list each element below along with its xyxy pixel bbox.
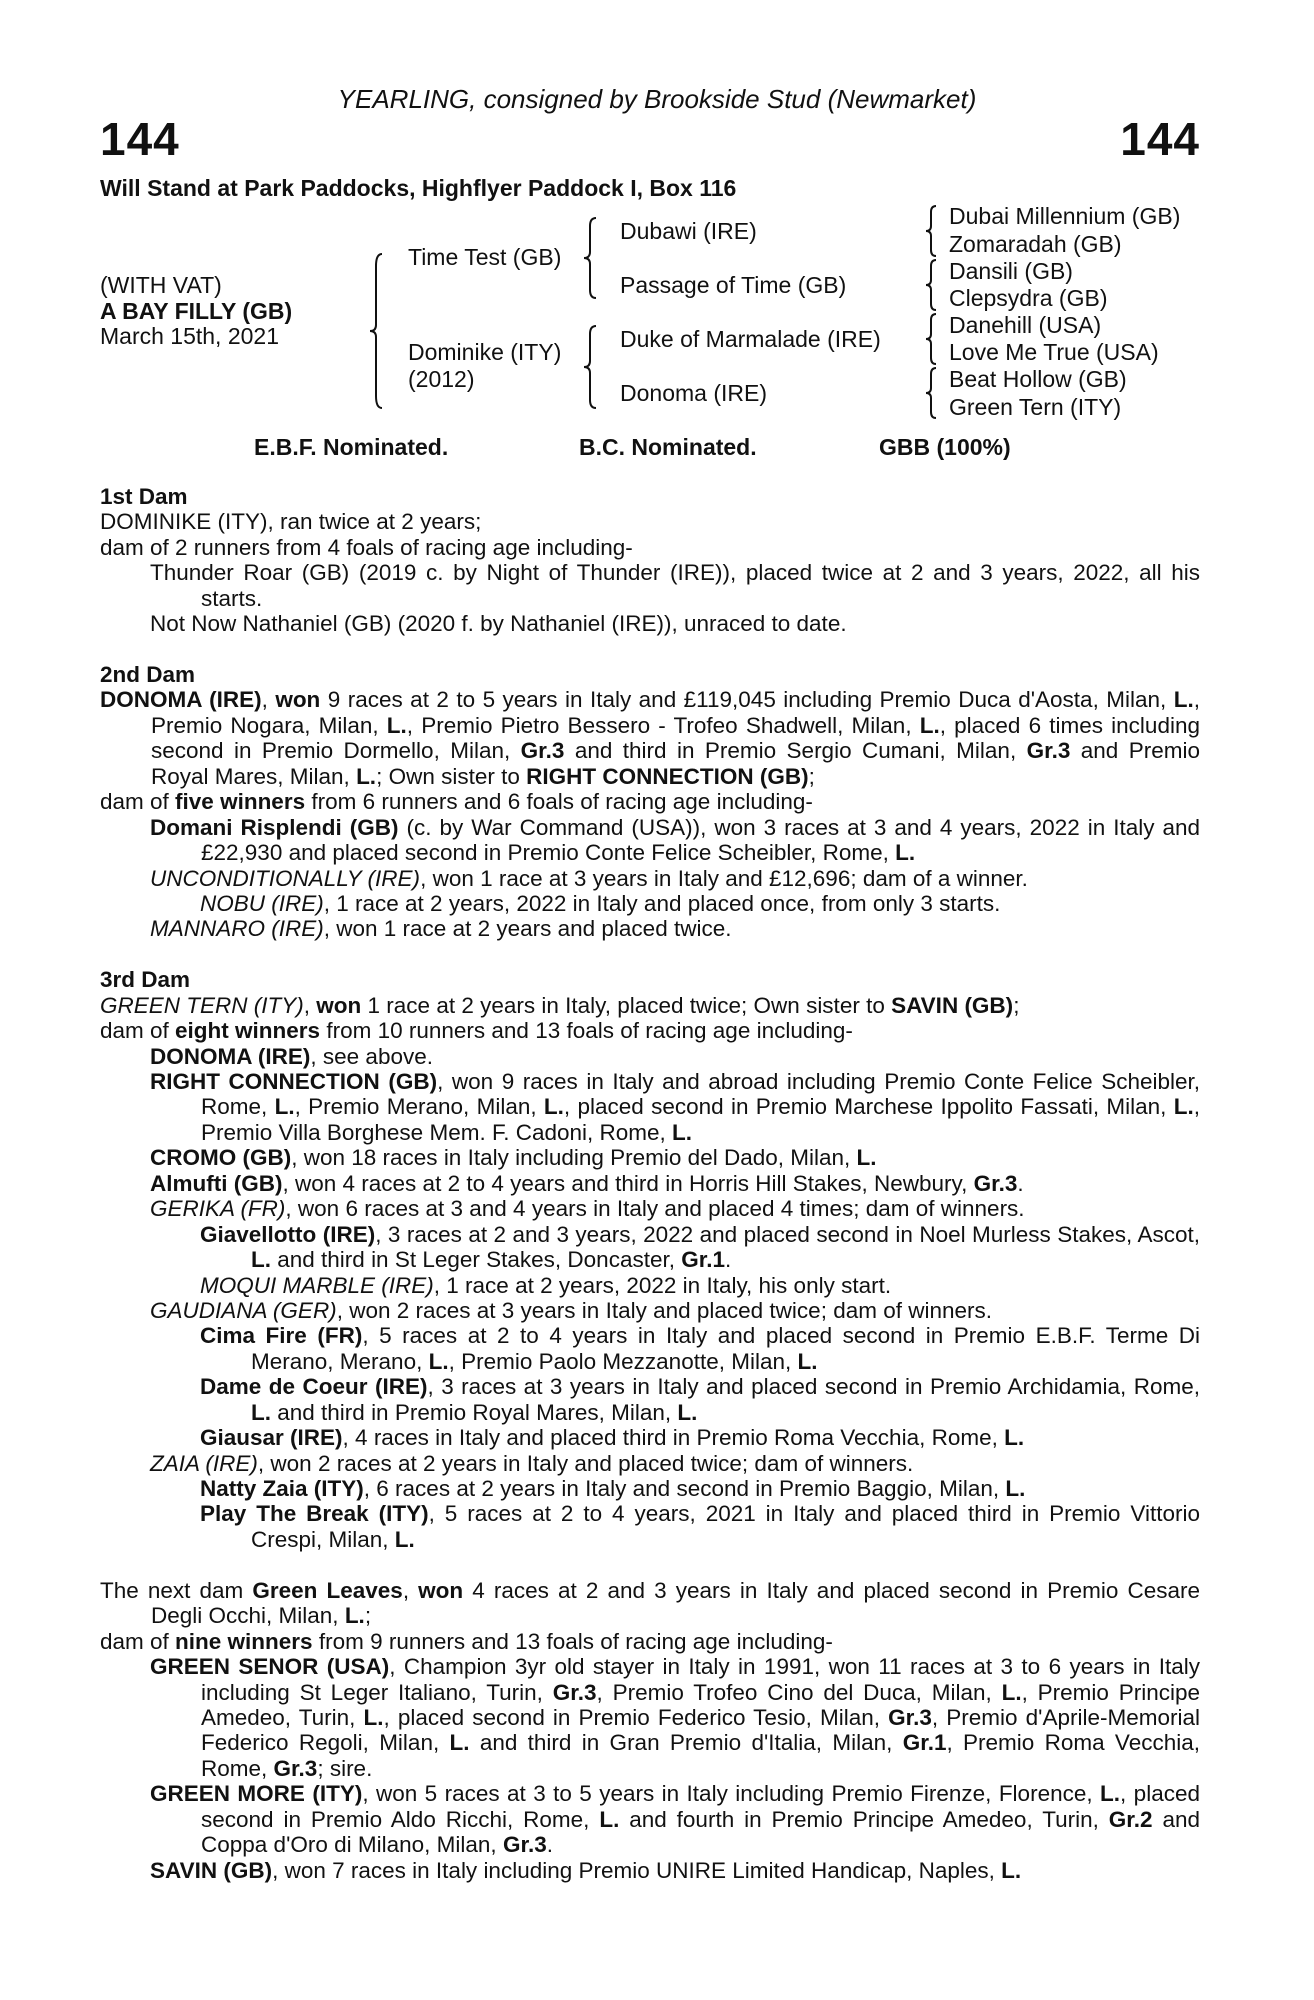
- spacer: [100, 1552, 1200, 1577]
- bold-text: L.: [677, 1399, 698, 1425]
- gen3-ancestor: Love Me True (USA): [949, 339, 1159, 365]
- text: and Coppa d'Oro di Milano, Milan,: [201, 1806, 1201, 1858]
- progeny-entry: [100, 1273, 1200, 1298]
- bold-text: L.: [1173, 1094, 1194, 1120]
- brace-icon: [370, 254, 382, 408]
- text: ; sire.: [317, 1755, 373, 1781]
- catalogue-header: YEARLING, consigned by Brookside Stud (Newmarket): [337, 84, 977, 114]
- progeny-entry: [100, 1044, 1200, 1069]
- progeny-entry: [100, 1069, 1200, 1145]
- text: , won 2 races at 2 years in Italy and placed twice; dam of winners.: [257, 1450, 914, 1476]
- brace-icon: [584, 218, 596, 298]
- progeny-entry: [100, 1298, 1200, 1323]
- gen3-ancestor: Beat Hollow (GB): [949, 366, 1127, 392]
- text: , Premio Principe Amedeo, Turin,: [201, 1679, 1200, 1730]
- italic-text: UNCONDITIONALLY (IRE): [150, 865, 421, 891]
- progeny-entry: [100, 1196, 1200, 1221]
- text: .: [1017, 1170, 1024, 1196]
- text: Not Now Nathaniel (GB) (2020 f. by Nathaniel (IRE)), unraced to date.: [150, 611, 847, 637]
- text: , Premio d'Aprile-Memorial Federico Regoli, Milan,: [201, 1704, 1200, 1756]
- text: dam of: [100, 789, 176, 815]
- text: dam of: [100, 1018, 176, 1044]
- sire-sire: Dubawi (IRE): [620, 218, 757, 244]
- dam-paragraph: [100, 509, 1200, 534]
- text: , won 9 races in Italy and abroad including Premio Conte Felice Scheibler, Rome,: [201, 1069, 1201, 1120]
- bold-text: GREEN MORE (ITY): [150, 1781, 363, 1807]
- italic-text: ZAIA (IRE): [150, 1450, 258, 1476]
- dam-paragraph: [100, 1578, 1200, 1629]
- gen3-ancestor: Dubai Millennium (GB): [949, 203, 1181, 229]
- text: DOMINIKE (ITY), ran twice at 2 years;: [100, 509, 482, 535]
- text: dam of 2 runners from 4 foals of racing age including-: [100, 534, 633, 560]
- gen3-ancestor: Clepsydra (GB): [949, 285, 1108, 311]
- brace-icon: [926, 314, 936, 364]
- bold-text: Play The Break (ITY): [200, 1501, 429, 1527]
- text: , won 5 races at 3 to 5 years in Italy including Premio Firenze, Florence,: [362, 1781, 1101, 1807]
- dam-year: (2012): [408, 366, 475, 392]
- text: and third in Premio Royal Mares, Milan,: [271, 1399, 678, 1425]
- progeny-entry: [100, 1425, 1200, 1450]
- bold-text: L.: [599, 1806, 620, 1832]
- dam-sire: Duke of Marmalade (IRE): [620, 326, 881, 352]
- dam-paragraph: [100, 993, 1200, 1018]
- text: from 10 runners and 13 foals of racing age including-: [320, 1018, 853, 1044]
- lot-number-left: 144: [100, 113, 180, 165]
- bold-text: L.: [394, 1526, 415, 1552]
- bold-text: won: [275, 687, 321, 713]
- text: from 6 runners and 6 foals of racing age including-: [305, 789, 813, 815]
- text: ; Own sister to: [376, 763, 527, 789]
- text: and fourth in Premio Principe Amedeo, Turin,: [619, 1806, 1109, 1832]
- progeny-entry: [100, 916, 1200, 941]
- bold-text: L.: [895, 840, 916, 866]
- bold-text: L.: [274, 1094, 295, 1120]
- progeny-entry: [100, 1858, 1200, 1883]
- ebf-nomination: E.B.F. Nominated.: [254, 434, 449, 460]
- text: ;: [1013, 992, 1020, 1018]
- brace-icon: [926, 206, 936, 256]
- text: from 9 runners and 13 foals of racing age including-: [312, 1628, 833, 1654]
- bold-text: Gr.1: [902, 1730, 947, 1756]
- bold-text: L.: [356, 763, 377, 789]
- progeny-entry: [100, 1323, 1200, 1374]
- sire-dam: Passage of Time (GB): [620, 272, 847, 298]
- progeny-entry: [100, 1451, 1200, 1476]
- bold-text: Almufti (GB): [150, 1170, 283, 1196]
- bold-text: won: [418, 1577, 464, 1603]
- bold-text: L.: [797, 1348, 818, 1374]
- text: (c. by War Command (USA)), won 3 races at 3 and 4 years, 2022 in Italy and £22,930 and placed second in Premio Conte Felice Scheibler, Rome,: [201, 814, 1200, 866]
- text: and third in Gran Premio d'Italia, Milan,: [469, 1730, 903, 1756]
- bold-text: Gr.3: [502, 1832, 547, 1858]
- bold-text: L.: [344, 1603, 365, 1629]
- text: , placed 6 times including second in Premio Dormello, Milan,: [151, 712, 1200, 764]
- progeny-entry: [100, 866, 1200, 891]
- progeny-entry: [100, 560, 1200, 611]
- progeny-entry: [100, 891, 1200, 916]
- progeny-entry: [100, 1781, 1200, 1857]
- text: , won 2 races at 3 years in Italy and placed twice; dam of winners.: [336, 1297, 993, 1323]
- italic-text: NOBU (IRE): [200, 890, 324, 916]
- gen3-ancestor: Zomaradah (GB): [949, 231, 1122, 257]
- bold-text: DONOMA (IRE): [100, 687, 262, 713]
- bold-text: Gr.3: [888, 1704, 932, 1730]
- bold-text: RIGHT CONNECTION (GB): [526, 763, 809, 789]
- text: , Premio Nogara, Milan,: [151, 687, 1200, 738]
- text: , placed second in Premio Aldo Ricchi, Rome,: [201, 1781, 1200, 1832]
- text: , placed second in Premio Marchese Ippolito Fassati, Milan,: [563, 1094, 1174, 1120]
- bold-text: Gr.3: [520, 738, 565, 764]
- progeny-entry: [100, 1476, 1200, 1501]
- progeny-entry: [100, 1501, 1200, 1552]
- text: , Champion 3yr old stayer in Italy in 1991, won 11 races at 3 to 6 years in Italy including St Leger Italiano, Turin,: [201, 1654, 1200, 1705]
- bold-text: Gr.2: [1108, 1806, 1153, 1832]
- spacer: [100, 942, 1200, 967]
- bold-text: Gr.3: [1026, 738, 1071, 764]
- italic-text: MANNARO (IRE): [150, 916, 324, 942]
- section-heading: 1st Dam: [100, 484, 188, 509]
- dam-paragraph: [100, 535, 1200, 560]
- bold-text: L.: [1001, 1679, 1022, 1705]
- text: and third in St Leger Stakes, Doncaster,: [271, 1247, 682, 1273]
- bold-text: eight winners: [175, 1018, 321, 1044]
- bold-text: L.: [919, 712, 940, 738]
- progeny-entry: [100, 611, 1200, 636]
- progeny-entry: [100, 1145, 1200, 1170]
- stand-location: Will Stand at Park Paddocks, Highflyer Paddock I, Box 116: [100, 175, 737, 201]
- text: , Premio Roma Vecchia, Rome,: [201, 1730, 1200, 1781]
- bold-text: Gr.1: [681, 1247, 726, 1273]
- text: , won 18 races in Italy including Premio del Dado, Milan,: [291, 1145, 857, 1171]
- text: , Premio Trofeo Cino del Duca, Milan,: [596, 1679, 1002, 1705]
- dam-paragraph: [100, 687, 1200, 789]
- text: , Premio Merano, Milan,: [294, 1094, 544, 1120]
- bold-text: Giavellotto (IRE): [200, 1221, 376, 1247]
- bold-text: Dame de Coeur (IRE): [200, 1374, 428, 1400]
- text: , 5 races at 2 to 4 years in Italy and placed second in Premio E.B.F. Terme Di Merano, Merano,: [251, 1323, 1200, 1374]
- bold-text: L.: [1173, 687, 1194, 713]
- italic-text: GAUDIANA (GER): [150, 1297, 337, 1323]
- text: , won 1 race at 3 years in Italy and £12,696; dam of a winner.: [420, 865, 1028, 891]
- bold-text: L.: [386, 712, 407, 738]
- bold-text: Domani Risplendi (GB): [150, 814, 399, 840]
- italic-text: GERIKA (FR): [150, 1196, 286, 1222]
- bold-text: L.: [672, 1119, 693, 1145]
- progeny-entry: [100, 1222, 1200, 1273]
- bold-text: Natty Zaia (ITY): [200, 1476, 364, 1502]
- progeny-entry: [100, 1654, 1200, 1781]
- dam-paragraph: [100, 1629, 1200, 1654]
- dam-dam: Donoma (IRE): [620, 380, 767, 406]
- text: , Premio Villa Borghese Mem. F. Cadoni, Rome,: [201, 1094, 1200, 1145]
- bold-text: DONOMA (IRE): [150, 1043, 311, 1069]
- text: The next dam: [100, 1577, 253, 1603]
- text: , 4 races in Italy and placed third in Premio Roma Vecchia, Rome,: [342, 1425, 1005, 1451]
- gbb-status: GBB (100%): [879, 434, 1011, 460]
- bold-text: CROMO (GB): [150, 1145, 292, 1171]
- bold-text: RIGHT CONNECTION (GB): [150, 1069, 438, 1095]
- vat-note: (WITH VAT): [100, 272, 222, 298]
- produce-record: [100, 484, 1200, 1883]
- text: , placed second in Premio Federico Tesio, Milan,: [383, 1704, 889, 1730]
- text: ,: [402, 1577, 419, 1603]
- bold-text: L.: [1100, 1781, 1121, 1807]
- text: , see above.: [310, 1043, 433, 1069]
- text: .: [546, 1832, 553, 1858]
- foaling-date: March 15th, 2021: [100, 323, 280, 349]
- bold-text: won: [316, 992, 362, 1018]
- dam-paragraph: [100, 789, 1200, 814]
- bold-text: SAVIN (GB): [150, 1857, 273, 1883]
- spacer: [100, 637, 1200, 662]
- gen3-ancestor: Dansili (GB): [949, 258, 1073, 284]
- bold-text: L.: [1001, 1857, 1022, 1883]
- text: 9 races at 2 to 5 years in Italy and £119,045 including Premio Duca d'Aosta, Milan,: [320, 687, 1174, 713]
- text: 1 race at 2 years in Italy, placed twice; Own sister to: [361, 992, 892, 1018]
- bold-text: L.: [428, 1348, 449, 1374]
- bold-text: L.: [251, 1399, 271, 1425]
- bold-text: Cima Fire (FR): [200, 1323, 363, 1349]
- brace-icon: [584, 326, 596, 408]
- text: ;: [364, 1603, 372, 1629]
- section-heading: 3rd Dam: [100, 967, 191, 993]
- bold-text: nine winners: [175, 1628, 313, 1654]
- brace-icon: [926, 260, 936, 310]
- bold-text: Giausar (IRE): [200, 1425, 343, 1451]
- brace-icon: [926, 368, 936, 418]
- text: , 3 races at 3 years in Italy and placed second in Premio Archidamia, Rome,: [427, 1374, 1200, 1400]
- progeny-entry: [100, 1171, 1200, 1196]
- text: , won 6 races at 3 and 4 years in Italy and placed 4 times; dam of winners.: [285, 1196, 1025, 1222]
- text: 4 races at 2 and 3 years in Italy and placed second in Premio Cesare Degli Occhi, Milan,: [151, 1577, 1201, 1629]
- text: ;: [808, 763, 815, 789]
- italic-text: GREEN TERN (ITY): [100, 992, 304, 1018]
- bold-text: Gr.3: [273, 1755, 318, 1781]
- bold-text: Gr.3: [552, 1679, 597, 1705]
- bold-text: L.: [856, 1145, 877, 1171]
- bold-text: L.: [1005, 1476, 1026, 1502]
- bold-text: L.: [1004, 1425, 1025, 1451]
- bold-text: L.: [543, 1094, 564, 1120]
- progeny-entry: [100, 815, 1200, 866]
- text: ,: [303, 992, 317, 1018]
- horse-name: A BAY FILLY (GB): [100, 298, 293, 324]
- text: , won 4 races at 2 to 4 years and third in Horris Hill Stakes, Newbury,: [282, 1170, 974, 1196]
- text: , 3 races at 2 and 3 years, 2022 and placed second in Noel Murless Stakes, Ascot,: [375, 1221, 1200, 1247]
- bold-text: L.: [251, 1247, 271, 1273]
- bold-text: L.: [449, 1730, 470, 1756]
- text: , 6 races at 2 years in Italy and second in Premio Baggio, Milan,: [363, 1476, 1006, 1502]
- progeny-entry: [100, 1374, 1200, 1425]
- text: , Premio Pietro Bessero - Trofeo Shadwell, Milan,: [406, 712, 920, 738]
- bold-text: L.: [363, 1704, 384, 1730]
- sire: Time Test (GB): [408, 244, 562, 270]
- text: , won 7 races in Italy including Premio UNIRE Limited Handicap, Naples,: [272, 1857, 1002, 1883]
- text: ,: [261, 687, 276, 713]
- lot-number-right: 144: [1120, 113, 1200, 165]
- gen3-ancestor: Green Tern (ITY): [949, 394, 1122, 420]
- bold-text: Gr.3: [973, 1170, 1018, 1196]
- dam: Dominike (ITY): [408, 339, 562, 365]
- text: , 5 races at 2 to 4 years, 2021 in Italy and placed third in Premio Vittorio Crespi, Milan,: [251, 1501, 1200, 1552]
- text: , Premio Paolo Mezzanotte, Milan,: [448, 1348, 798, 1374]
- gen3-ancestor: Danehill (USA): [949, 312, 1102, 338]
- bold-text: five winners: [175, 789, 306, 815]
- text: dam of: [100, 1628, 176, 1654]
- text: , 1 race at 2 years, 2022 in Italy, his only start.: [433, 1272, 892, 1298]
- text: and third in Premio Sergio Cumani, Milan,: [564, 738, 1027, 764]
- bold-text: GREEN SENOR (USA): [150, 1654, 390, 1680]
- text: .: [725, 1247, 732, 1273]
- dam-paragraph: [100, 1018, 1200, 1043]
- italic-text: MOQUI MARBLE (IRE): [200, 1272, 434, 1298]
- text: and Premio Royal Mares, Milan,: [151, 738, 1200, 789]
- section-heading: 2nd Dam: [100, 662, 196, 688]
- text: , won 1 race at 2 years and placed twice.: [323, 916, 732, 942]
- bold-text: SAVIN (GB): [891, 992, 1014, 1018]
- text: Thunder Roar (GB) (2019 c. by Night of Thunder (IRE)), placed twice at 2 and 3 years, 2022, all his starts.: [150, 560, 1200, 611]
- text: , 1 race at 2 years, 2022 in Italy and placed once, from only 3 starts.: [323, 890, 1001, 916]
- bc-nomination: B.C. Nominated.: [579, 434, 757, 460]
- bold-text: Green Leaves: [252, 1577, 403, 1603]
